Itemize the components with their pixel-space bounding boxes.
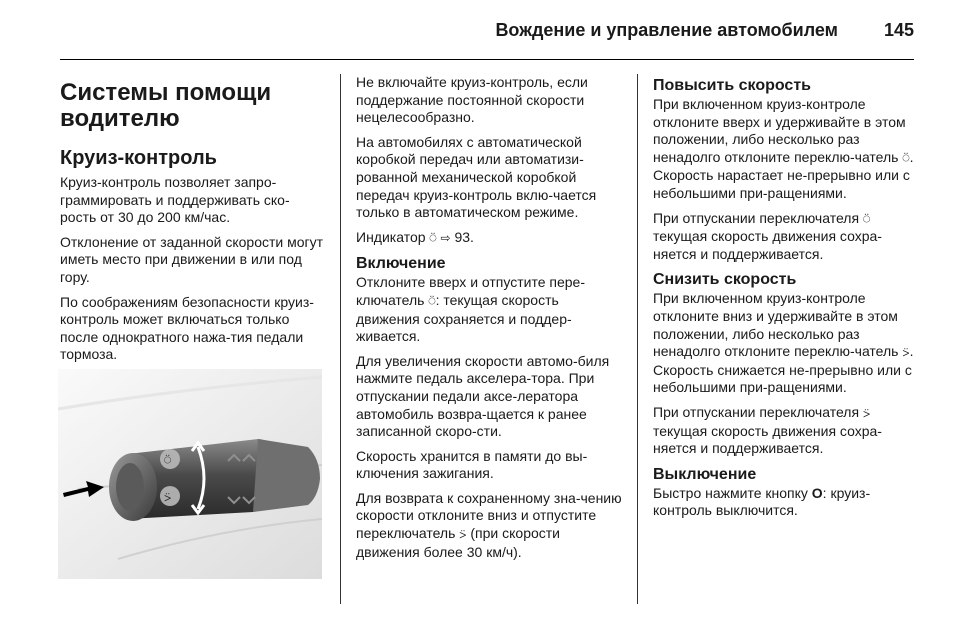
paragraph: Для увеличения скорости автомо-биля нажмите педаль акселера-тора. При отпускании педали аксе-лератора автомобиль возвра-щается к ранее записанной скоро-сти. [356, 352, 610, 440]
text-fragment: При включенном круиз-контроле отклоните вверх и удерживайте в этом положении, либо несколько раз ненадолго отклоните переклю-чатель [653, 96, 906, 165]
text-fragment: Для возврата к сохраненному зна-чению скорости отклоните вниз и отпустите переключатель [356, 489, 622, 542]
off-button-icon: O [811, 484, 823, 501]
subsection-title: Круиз-контроль [60, 147, 217, 169]
text-fragment: При отпускании переключателя [653, 403, 860, 420]
cruise-set-minus-icon: ⍩ [862, 405, 871, 420]
paragraph [356, 490, 622, 561]
text-fragment: . Скорость нарастает не-прерывно или с небольшими при-ращениями. [653, 148, 914, 201]
activation-heading: Включение [356, 255, 446, 273]
paragraph [356, 274, 622, 345]
cruise-res-plus-icon: ⍥ [428, 293, 436, 308]
paragraph [653, 96, 918, 203]
text-fragment: текущая скорость движения сохра-няется и поддерживается. [653, 228, 882, 262]
paragraph: Круиз-контроль позволяет запро-граммировать и поддерживать ско-рость от 30 до 200 км/час. [60, 174, 290, 226]
column-1 [60, 74, 325, 371]
decrease-heading: Снизить скорость [653, 271, 797, 289]
text-fragment: Быстро нажмите кнопку [653, 484, 808, 501]
text-fragment: При отпускании переключателя [653, 209, 860, 226]
section-title-line-2: водителю [60, 105, 180, 132]
cruise-set-minus-icon: ⍩ [902, 345, 910, 360]
cruise-res-plus-icon: ⍥ [862, 211, 871, 226]
cruise-set-minus-icon: ⍩ [459, 527, 467, 542]
section-title [60, 80, 325, 132]
indicator-paragraph [356, 229, 622, 248]
paragraph [653, 485, 918, 520]
paragraph [653, 290, 918, 397]
header-rule [60, 59, 914, 60]
paragraph: Скорость хранится в памяти до вы-ключения зажигания. [356, 447, 588, 482]
cruise-lever-illustration [58, 369, 322, 579]
column-divider [340, 74, 341, 604]
text-fragment: Отклоните вверх и отпустите пере-ключатель [356, 274, 585, 308]
off-heading: Выключение [653, 465, 757, 483]
text-fragment: : текущая скорость движения сохраняется и поддер-живается. [356, 291, 572, 345]
page-number: 145 [883, 20, 914, 40]
column-2 [356, 74, 622, 568]
text-fragment: текущая скорость движения сохра-няется и поддерживается. [653, 422, 882, 457]
page-reference-link[interactable]: 93. [454, 228, 474, 245]
column-divider [637, 74, 638, 604]
paragraph: Отклонение от заданной скорости могут иметь место при движении в или под гору. [60, 233, 324, 285]
text-fragment: . Скорость снижается не-прерывно или с небольшими при-ращениями. [653, 343, 914, 396]
text-fragment: При включенном круиз-контроле отклоните вниз и удерживайте в этом положении, либо несколько раз ненадолго отклоните переклю-чатель [653, 290, 899, 360]
header-title: Вождение и управление автомобилем [495, 20, 838, 40]
svg-text:⍩: ⍩ [164, 490, 172, 504]
paragraph: По соображениям безопасности круиз-контроль может включаться только после однократного нажа-тия педали тормоза. [60, 293, 314, 363]
paragraph [653, 210, 918, 264]
text-fragment: (при скорости движения более 30 км/ч). [356, 525, 561, 560]
cruise-res-plus-icon: ⍥ [429, 230, 437, 245]
increase-heading: Повысить скорость [653, 77, 811, 94]
paragraph: На автомобилях с автоматической коробкой передач или автоматизи-рованной механической коробкой передач круиз-контроль вклю-чается только в автоматическом режиме. [356, 133, 597, 221]
indicator-label: Индикатор [356, 228, 426, 245]
column-3 [653, 74, 918, 527]
cruise-res-plus-icon: ⍥ [902, 150, 910, 165]
text-fragment: : круиз-контроль выключится. [653, 484, 871, 519]
page-reference-arrow-icon: ⇨ [440, 230, 451, 245]
svg-text:⍥: ⍥ [164, 453, 172, 467]
paragraph [653, 404, 918, 458]
paragraph: Не включайте круиз-контроль, если поддержание постоянной скорости нецелесообразно. [356, 74, 588, 126]
section-title-line-1: Системы помощи [60, 79, 272, 106]
